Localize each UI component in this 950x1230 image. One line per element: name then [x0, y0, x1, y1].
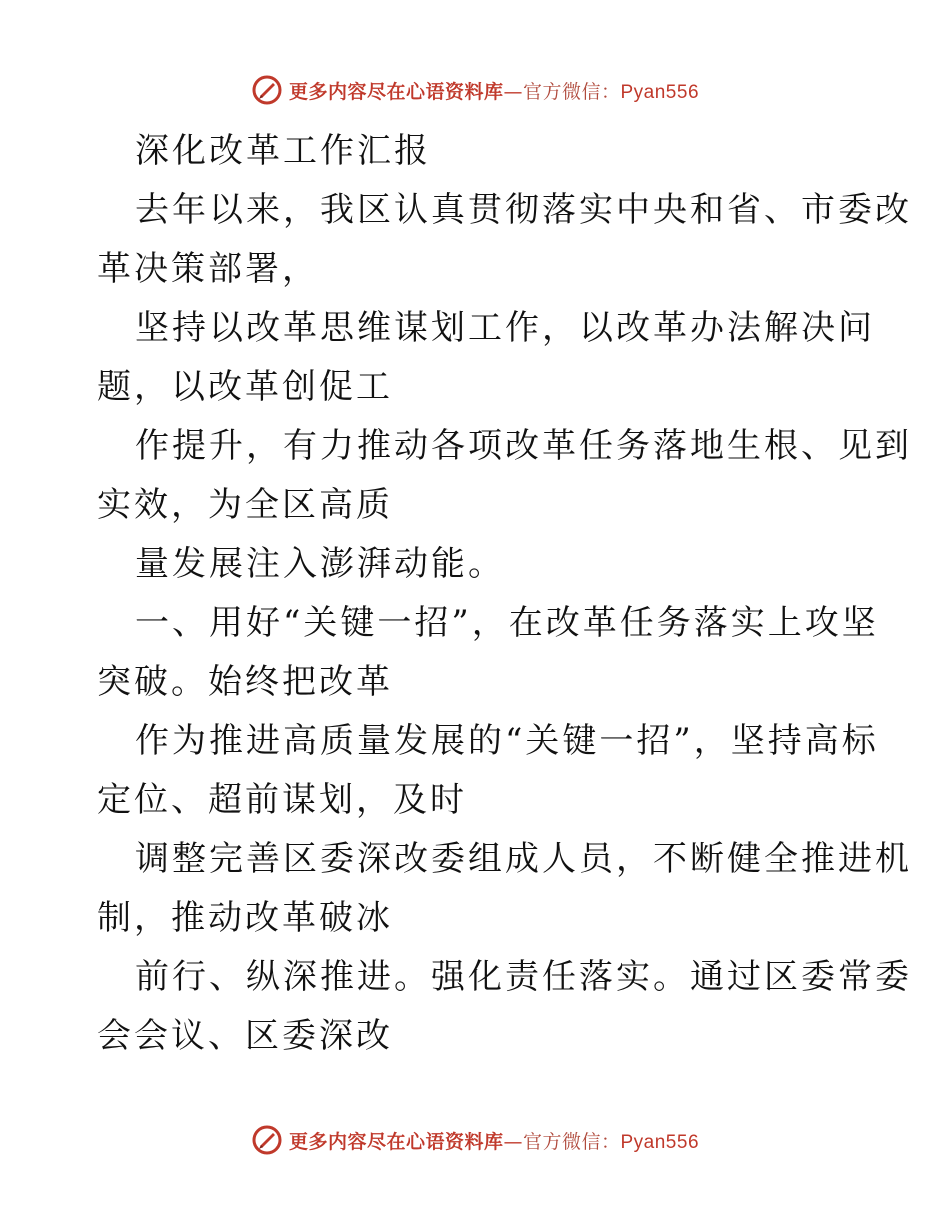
paragraph-line: 革决策部署，	[97, 249, 319, 289]
watermark-label: 官方微信：	[522, 80, 621, 103]
paragraph-line: 作提升，有力推动各项改革任务落地生根、见到	[135, 426, 912, 466]
watermark-text	[289, 77, 699, 104]
document-title: 深化改革工作汇报	[135, 131, 431, 171]
watermark-label: 官方微信：	[522, 1130, 621, 1153]
paragraph-line: 前行、纵深推进。强化责任落实。通过区委常委	[135, 957, 912, 997]
watermark-id: Pyan556	[620, 81, 700, 103]
quill-logo-icon	[251, 1124, 283, 1156]
watermark-dash: —	[503, 1130, 523, 1153]
paragraph-line: 量发展注入澎湃动能。	[135, 544, 505, 584]
paragraph-line: 去年以来，我区认真贯彻落实中央和省、市委改	[135, 190, 912, 230]
paragraph-line: 突破。始终把改革	[97, 662, 393, 702]
footer-watermark	[0, 1120, 950, 1160]
paragraph-line: 制，推动改革破冰	[97, 898, 393, 938]
watermark-site: 更多内容尽在心语资料库	[288, 80, 504, 103]
quill-logo-icon	[251, 74, 283, 106]
paragraph-line: 坚持以改革思维谋划工作，以改革办法解决问	[135, 308, 875, 348]
watermark-id: Pyan556	[620, 1131, 700, 1153]
paragraph-line: 定位、超前谋划，及时	[97, 780, 467, 820]
paragraph-line: 一、用好“关键一招”，在改革任务落实上攻坚	[135, 603, 879, 643]
watermark-text	[289, 1127, 699, 1154]
paragraph-line: 实效，为全区高质	[97, 485, 393, 525]
paragraph-line: 会会议、区委深改	[97, 1016, 393, 1056]
watermark-site: 更多内容尽在心语资料库	[288, 1130, 504, 1153]
paragraph-line: 题，以改革创促工	[97, 367, 393, 407]
document-body	[97, 122, 912, 1066]
header-watermark	[0, 70, 950, 110]
paragraph-line: 调整完善区委深改委组成人员，不断健全推进机	[135, 839, 912, 879]
paragraph-line: 作为推进高质量发展的“关键一招”，坚持高标	[135, 721, 879, 761]
watermark-dash: —	[503, 80, 523, 103]
